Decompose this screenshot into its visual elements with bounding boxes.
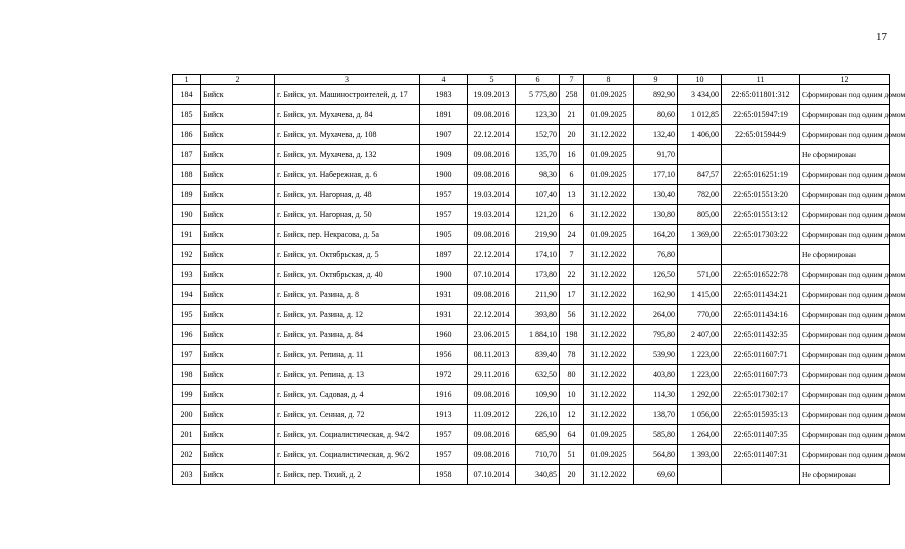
cell-deadline: 31.12.2022	[584, 245, 634, 265]
cell-land-area: 3 434,00	[678, 85, 722, 105]
cell-cadastral-number	[722, 465, 800, 485]
cell-status: Сформирован под одним домом	[800, 325, 890, 345]
cell-status: Сформирован под одним домом	[800, 165, 890, 185]
cell-row-number: 202	[173, 445, 201, 465]
cell-address: г. Бийск, ул. Репина, д. 13	[275, 365, 420, 385]
cell-residents: 56	[560, 305, 584, 325]
cell-city: Бийск	[201, 365, 275, 385]
cell-date: 09.08.2016	[468, 145, 516, 165]
cell-date: 09.08.2016	[468, 105, 516, 125]
cell-land-area: 2 407,00	[678, 325, 722, 345]
cell-area-living: 164,20	[634, 225, 678, 245]
table-row	[173, 105, 890, 125]
cell-date: 09.08.2016	[468, 445, 516, 465]
cell-status: Сформирован под одним домом	[800, 405, 890, 425]
cell-city: Бийск	[201, 305, 275, 325]
table-row	[173, 265, 890, 285]
cell-address: г. Бийск, ул. Социалистическая, д. 94/2	[275, 425, 420, 445]
cell-area-living: 564,80	[634, 445, 678, 465]
column-header-7: 7	[560, 75, 584, 85]
cell-status: Сформирован под одним домом	[800, 125, 890, 145]
cell-residents: 21	[560, 105, 584, 125]
cell-land-area: 1 393,00	[678, 445, 722, 465]
cell-date: 09.08.2016	[468, 425, 516, 445]
cell-date: 22.12.2014	[468, 305, 516, 325]
column-header-8: 8	[584, 75, 634, 85]
column-header-6: 6	[516, 75, 560, 85]
cell-cadastral-number: 22:65:015947:19	[722, 105, 800, 125]
cell-date: 07.10.2014	[468, 265, 516, 285]
cell-area-total: 173,80	[516, 265, 560, 285]
cell-address: г. Бийск, ул. Машиностроителей, д. 17	[275, 85, 420, 105]
cell-land-area: 1 223,00	[678, 345, 722, 365]
cell-residents: 20	[560, 125, 584, 145]
cell-area-living: 126,50	[634, 265, 678, 285]
cell-city: Бийск	[201, 445, 275, 465]
cell-cadastral-number	[722, 245, 800, 265]
cell-deadline: 31.12.2022	[584, 385, 634, 405]
table-row	[173, 305, 890, 325]
cell-date: 19.03.2014	[468, 205, 516, 225]
page-number: 17	[876, 31, 887, 43]
cell-year-built: 1957	[420, 185, 468, 205]
cell-area-total: 107,40	[516, 185, 560, 205]
cell-land-area: 571,00	[678, 265, 722, 285]
cell-year-built: 1916	[420, 385, 468, 405]
housing-register-table	[172, 74, 905, 485]
cell-city: Бийск	[201, 105, 275, 125]
table-row	[173, 285, 890, 305]
cell-year-built: 1972	[420, 365, 468, 385]
cell-address: г. Бийск, ул. Нагорная, д. 50	[275, 205, 420, 225]
cell-residents: 78	[560, 345, 584, 365]
cell-land-area	[678, 245, 722, 265]
cell-area-living: 403,80	[634, 365, 678, 385]
cell-residents: 6	[560, 205, 584, 225]
cell-cadastral-number: 22:65:011801:312	[722, 85, 800, 105]
cell-residents: 258	[560, 85, 584, 105]
table-row	[173, 385, 890, 405]
cell-address: г. Бийск, ул. Сенная, д. 72	[275, 405, 420, 425]
column-header-1: 1	[173, 75, 201, 85]
cell-date: 09.08.2016	[468, 165, 516, 185]
cell-status: Сформирован под одним домом	[800, 285, 890, 305]
cell-land-area: 770,00	[678, 305, 722, 325]
cell-area-total: 109,90	[516, 385, 560, 405]
column-header-12: 12	[800, 75, 890, 85]
table-row	[173, 205, 890, 225]
table-row	[173, 165, 890, 185]
cell-row-number: 190	[173, 205, 201, 225]
cell-year-built: 1931	[420, 305, 468, 325]
cell-cadastral-number: 22:65:011432:35	[722, 325, 800, 345]
cell-deadline: 31.12.2022	[584, 285, 634, 305]
cell-city: Бийск	[201, 285, 275, 305]
cell-status: Не сформирован	[800, 245, 890, 265]
cell-area-living: 264,00	[634, 305, 678, 325]
cell-city: Бийск	[201, 185, 275, 205]
cell-cadastral-number: 22:65:015513:12	[722, 205, 800, 225]
cell-land-area: 1 406,00	[678, 125, 722, 145]
cell-status: Сформирован под одним домом	[800, 425, 890, 445]
cell-area-living: 130,40	[634, 185, 678, 205]
cell-residents: 22	[560, 265, 584, 285]
cell-deadline: 01.09.2025	[584, 145, 634, 165]
cell-deadline: 31.12.2022	[584, 465, 634, 485]
cell-cadastral-number: 22:65:011434:21	[722, 285, 800, 305]
cell-residents: 51	[560, 445, 584, 465]
cell-row-number: 185	[173, 105, 201, 125]
cell-residents: 64	[560, 425, 584, 445]
column-header-4: 4	[420, 75, 468, 85]
cell-status: Сформирован под одним домом	[800, 445, 890, 465]
cell-address: г. Бийск, ул. Мухачева, д. 84	[275, 105, 420, 125]
cell-cadastral-number: 22:65:011434:16	[722, 305, 800, 325]
cell-year-built: 1956	[420, 345, 468, 365]
cell-address: г. Бийск, ул. Октябрьская, д. 40	[275, 265, 420, 285]
table-row	[173, 85, 890, 105]
cell-area-living: 892,90	[634, 85, 678, 105]
cell-row-number: 188	[173, 165, 201, 185]
column-header-11: 11	[722, 75, 800, 85]
cell-city: Бийск	[201, 125, 275, 145]
cell-year-built: 1960	[420, 325, 468, 345]
cell-area-total: 135,70	[516, 145, 560, 165]
cell-year-built: 1913	[420, 405, 468, 425]
cell-cadastral-number: 22:65:017303:22	[722, 225, 800, 245]
cell-area-total: 632,50	[516, 365, 560, 385]
cell-address: г. Бийск, ул. Разина, д. 84	[275, 325, 420, 345]
cell-city: Бийск	[201, 145, 275, 165]
cell-city: Бийск	[201, 425, 275, 445]
cell-residents: 20	[560, 465, 584, 485]
cell-city: Бийск	[201, 265, 275, 285]
cell-row-number: 189	[173, 185, 201, 205]
cell-row-number: 199	[173, 385, 201, 405]
cell-row-number: 191	[173, 225, 201, 245]
cell-status: Сформирован под одним домом	[800, 225, 890, 245]
cell-year-built: 1931	[420, 285, 468, 305]
cell-address: г. Бийск, ул. Разина, д. 8	[275, 285, 420, 305]
cell-cadastral-number: 22:65:011607:71	[722, 345, 800, 365]
cell-deadline: 31.12.2022	[584, 205, 634, 225]
cell-deadline: 31.12.2022	[584, 185, 634, 205]
cell-address: г. Бийск, ул. Репина, д. 11	[275, 345, 420, 365]
cell-row-number: 194	[173, 285, 201, 305]
cell-date: 23.06.2015	[468, 325, 516, 345]
cell-row-number: 200	[173, 405, 201, 425]
cell-deadline: 01.09.2025	[584, 445, 634, 465]
header-row	[173, 75, 890, 85]
cell-city: Бийск	[201, 325, 275, 345]
column-header-5: 5	[468, 75, 516, 85]
cell-residents: 80	[560, 365, 584, 385]
cell-row-number: 187	[173, 145, 201, 165]
cell-row-number: 192	[173, 245, 201, 265]
cell-address: г. Бийск, ул. Садовая, д. 4	[275, 385, 420, 405]
table-row	[173, 345, 890, 365]
cell-deadline: 31.12.2022	[584, 305, 634, 325]
cell-land-area: 847,57	[678, 165, 722, 185]
cell-status: Сформирован под одним домом	[800, 305, 890, 325]
cell-year-built: 1958	[420, 465, 468, 485]
cell-deadline: 01.09.2025	[584, 225, 634, 245]
cell-deadline: 31.12.2022	[584, 365, 634, 385]
cell-address: г. Бийск, ул. Социалистическая, д. 96/2	[275, 445, 420, 465]
cell-residents: 17	[560, 285, 584, 305]
cell-date: 09.08.2016	[468, 385, 516, 405]
cell-city: Бийск	[201, 345, 275, 365]
cell-row-number: 197	[173, 345, 201, 365]
cell-residents: 198	[560, 325, 584, 345]
cell-area-total: 1 884,10	[516, 325, 560, 345]
cell-year-built: 1897	[420, 245, 468, 265]
table-row	[173, 445, 890, 465]
cell-deadline: 31.12.2022	[584, 265, 634, 285]
cell-cadastral-number: 22:65:016522:78	[722, 265, 800, 285]
cell-cadastral-number: 22:65:015944:9	[722, 125, 800, 145]
cell-date: 09.08.2016	[468, 225, 516, 245]
table-body	[173, 85, 905, 485]
cell-area-total: 340,85	[516, 465, 560, 485]
cell-address: г. Бийск, ул. Нагорная, д. 48	[275, 185, 420, 205]
cell-status: Не сформирован	[800, 465, 890, 485]
table-row	[173, 245, 890, 265]
cell-area-living: 795,80	[634, 325, 678, 345]
cell-status: Сформирован под одним домом	[800, 185, 890, 205]
cell-address: г. Бийск, ул. Октябрьская, д. 5	[275, 245, 420, 265]
table-row	[173, 405, 890, 425]
cell-row-number: 195	[173, 305, 201, 325]
cell-land-area	[678, 465, 722, 485]
cell-year-built: 1957	[420, 425, 468, 445]
cell-city: Бийск	[201, 385, 275, 405]
cell-area-total: 685,90	[516, 425, 560, 445]
cell-city: Бийск	[201, 85, 275, 105]
cell-row-number: 201	[173, 425, 201, 445]
cell-area-total: 123,30	[516, 105, 560, 125]
column-header-9: 9	[634, 75, 678, 85]
cell-deadline: 31.12.2022	[584, 405, 634, 425]
cell-status: Сформирован под одним домом	[800, 365, 890, 385]
cell-residents: 10	[560, 385, 584, 405]
cell-row-number: 198	[173, 365, 201, 385]
column-header-10: 10	[678, 75, 722, 85]
table-row	[173, 465, 890, 485]
cell-date: 19.09.2013	[468, 85, 516, 105]
cell-city: Бийск	[201, 225, 275, 245]
cell-residents: 7	[560, 245, 584, 265]
cell-address: г. Бийск, ул. Разина, д. 12	[275, 305, 420, 325]
cell-deadline: 31.12.2022	[584, 325, 634, 345]
cell-residents: 6	[560, 165, 584, 185]
cell-area-living: 138,70	[634, 405, 678, 425]
table-row	[173, 225, 890, 245]
cell-area-total: 710,70	[516, 445, 560, 465]
cell-residents: 12	[560, 405, 584, 425]
table-row	[173, 185, 890, 205]
cell-area-living: 114,30	[634, 385, 678, 405]
cell-city: Бийск	[201, 165, 275, 185]
cell-area-living: 69,60	[634, 465, 678, 485]
cell-area-total: 211,90	[516, 285, 560, 305]
cell-area-total: 152,70	[516, 125, 560, 145]
table-row	[173, 425, 890, 445]
cell-city: Бийск	[201, 245, 275, 265]
cell-status: Не сформирован	[800, 145, 890, 165]
cell-status: Сформирован под одним домом	[800, 85, 890, 105]
cell-year-built: 1983	[420, 85, 468, 105]
cell-date: 07.10.2014	[468, 465, 516, 485]
cell-year-built: 1957	[420, 445, 468, 465]
cell-deadline: 01.09.2025	[584, 425, 634, 445]
cell-land-area: 1 264,00	[678, 425, 722, 445]
cell-area-total: 121,20	[516, 205, 560, 225]
cell-year-built: 1891	[420, 105, 468, 125]
cell-address: г. Бийск, ул. Мухачева, д. 108	[275, 125, 420, 145]
cell-date: 19.03.2014	[468, 185, 516, 205]
cell-area-living: 130,80	[634, 205, 678, 225]
cell-year-built: 1900	[420, 265, 468, 285]
cell-cadastral-number: 22:65:015935:13	[722, 405, 800, 425]
cell-cadastral-number: 22:65:011407:31	[722, 445, 800, 465]
cell-area-total: 174,10	[516, 245, 560, 265]
cell-area-living: 91,70	[634, 145, 678, 165]
cell-residents: 24	[560, 225, 584, 245]
cell-row-number: 184	[173, 85, 201, 105]
cell-date: 22.12.2014	[468, 245, 516, 265]
table-row	[173, 365, 890, 385]
cell-status: Сформирован под одним домом	[800, 105, 890, 125]
cell-land-area: 805,00	[678, 205, 722, 225]
cell-land-area: 1 056,00	[678, 405, 722, 425]
cell-cadastral-number: 22:65:015513:20	[722, 185, 800, 205]
cell-residents: 13	[560, 185, 584, 205]
cell-area-total: 219,90	[516, 225, 560, 245]
cell-area-living: 76,80	[634, 245, 678, 265]
cell-row-number: 203	[173, 465, 201, 485]
cell-deadline: 01.09.2025	[584, 165, 634, 185]
cell-row-number: 186	[173, 125, 201, 145]
cell-area-living: 585,80	[634, 425, 678, 445]
cell-land-area: 1 415,00	[678, 285, 722, 305]
cell-residents: 16	[560, 145, 584, 165]
cell-area-total: 839,40	[516, 345, 560, 365]
cell-land-area: 782,00	[678, 185, 722, 205]
cell-area-total: 226,10	[516, 405, 560, 425]
cell-status: Сформирован под одним домом	[800, 385, 890, 405]
cell-area-living: 80,60	[634, 105, 678, 125]
cell-land-area: 1 292,00	[678, 385, 722, 405]
cell-area-living: 177,10	[634, 165, 678, 185]
table-row	[173, 325, 890, 345]
cell-address: г. Бийск, пер. Некрасова, д. 5а	[275, 225, 420, 245]
cell-date: 08.11.2013	[468, 345, 516, 365]
cell-address: г. Бийск, ул. Набережная, д. 6	[275, 165, 420, 185]
cell-cadastral-number: 22:65:011407:35	[722, 425, 800, 445]
cell-year-built: 1905	[420, 225, 468, 245]
cell-row-number: 193	[173, 265, 201, 285]
cell-city: Бийск	[201, 205, 275, 225]
cell-date: 09.08.2016	[468, 285, 516, 305]
cell-land-area	[678, 145, 722, 165]
cell-address: г. Бийск, пер. Тихий, д. 2	[275, 465, 420, 485]
cell-land-area: 1 223,00	[678, 365, 722, 385]
cell-cadastral-number: 22:65:017302:17	[722, 385, 800, 405]
cell-year-built: 1909	[420, 145, 468, 165]
column-header-2: 2	[201, 75, 275, 85]
column-header-3: 3	[275, 75, 420, 85]
cell-city: Бийск	[201, 465, 275, 485]
cell-deadline: 31.12.2022	[584, 125, 634, 145]
cell-land-area: 1 369,00	[678, 225, 722, 245]
cell-year-built: 1900	[420, 165, 468, 185]
cell-address: г. Бийск, ул. Мухачева, д. 132	[275, 145, 420, 165]
cell-land-area: 1 012,85	[678, 105, 722, 125]
cell-area-total: 98,30	[516, 165, 560, 185]
cell-deadline: 31.12.2022	[584, 345, 634, 365]
cell-status: Сформирован под одним домом	[800, 265, 890, 285]
cell-year-built: 1957	[420, 205, 468, 225]
cell-area-living: 539,90	[634, 345, 678, 365]
cell-date: 29.11.2016	[468, 365, 516, 385]
cell-area-total: 5 775,80	[516, 85, 560, 105]
cell-cadastral-number: 22:65:016251:19	[722, 165, 800, 185]
table-row	[173, 125, 890, 145]
cell-status: Сформирован под одним домом	[800, 345, 890, 365]
cell-cadastral-number: 22:65:011607:73	[722, 365, 800, 385]
table-row	[173, 145, 890, 165]
cell-cadastral-number	[722, 145, 800, 165]
cell-deadline: 01.09.2025	[584, 105, 634, 125]
cell-area-living: 162,90	[634, 285, 678, 305]
cell-city: Бийск	[201, 405, 275, 425]
cell-date: 11.09.2012	[468, 405, 516, 425]
cell-area-living: 132,40	[634, 125, 678, 145]
cell-deadline: 01.09.2025	[584, 85, 634, 105]
cell-row-number: 196	[173, 325, 201, 345]
cell-area-total: 393,80	[516, 305, 560, 325]
cell-status: Сформирован под одним домом	[800, 205, 890, 225]
cell-date: 22.12.2014	[468, 125, 516, 145]
cell-year-built: 1907	[420, 125, 468, 145]
